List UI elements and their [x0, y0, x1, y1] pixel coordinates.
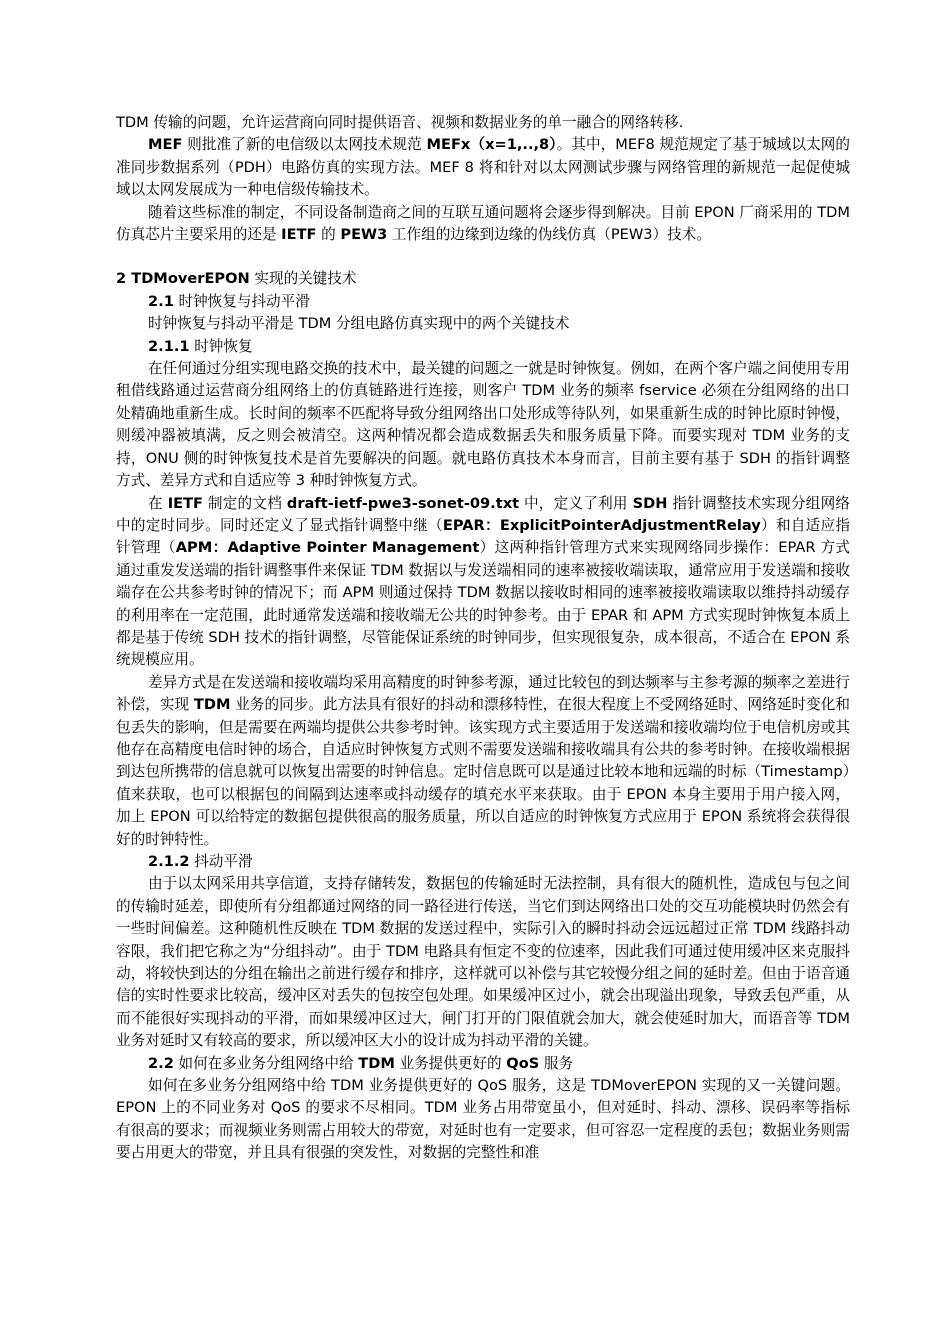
subsection-heading: 2.1 时钟恢复与抖动平滑: [148, 292, 310, 310]
paragraph: 如何在多业务分组网络中给 TDM 业务提供更好的 QoS 服务，这是 TDMoverEPON 实现的又一关键问题。EPON 上的不同业务对 QoS 的要求不尽相同。TDM 业务占用带宽虽小，但对延时、抖动、漂移、误码率等指标有很高的要求；而视频业务则需占用较大的带宽，对延时也有一定要求，但可容忍一定程度的丢包；数据业务则需要占用更大的带宽，并且具有很强的突发性，对数据的完整性和准: [116, 1077, 850, 1162]
subsection-heading: 2.2 如何在多业务分组网络中给 TDM 业务提供更好的 QoS 服务: [148, 1054, 574, 1072]
paragraph: MEF 则批准了新的电信级以太网技术规范 MEFx（x=1,..,8）。其中，MEF8 规范规定了基于城域以太网的准同步数据系列（PDH）电路仿真的实现方法。MEF 8 将和针对以太网测试步骤与网络管理的新规范一起促使城域以太网发展成为一种电信级传输技术。: [116, 136, 851, 199]
paragraph: 差异方式是在发送端和接收端均采用高精度的时钟参考源，通过比较包的到达频率与主参考源的频率之差进行补偿，实现 TDM 业务的同步。此方法具有很好的抖动和漂移特性，在很大程度上不受网络延时、网络延时变化和包丢失的影响，但是需要在两端均提供公共参考时钟。该实现方式主要适用于发送端和接收端均位于电信机房或其他存在高精度电信时钟的场合，自适应时钟恢复方式则不需要发送端和接收端具有公共的参考时钟。在接收端根据到达包所携带的信息就可以恢复出需要的时钟信息。定时信息既可以是通过比较本地和远端的时标（Timestamp）值来获取，也可以根据包的间隔到达速率或抖动缓存的填充水平来获取。由于 EPON 本身主要用于用户接入网，加上 EPON 可以给特定的数据包提供很高的服务质量，所以自适应的时钟恢复方式应用于 EPON 系统将会获得很好的时钟特性。: [116, 673, 850, 848]
subsubsection-heading: 2.1.2 抖动平滑: [148, 853, 253, 870]
paragraph: 时钟恢复与抖动平滑是 TDM 分组电路仿真实现中的两个关键技术: [148, 315, 570, 333]
paragraph: 由于以太网采用共享信道，支持存储转发，数据包的传输延时无法控制，具有很大的随机性，造成包与包之间的传输时延差，即使所有分组都通过网络的同一路径进行传送，当它们到达网络出口处的交互功能模块时仍然会有一些时间偏差。这种随机性反映在 TDM 数据的发送过程中，实际引入的瞬时抖动会远远超过正常 TDM 线路抖动容限，我们把它称之为“分组抖动”。由于 TDM 电路具有恒定不变的位速率，因此我们可通过使用缓冲区来克服抖动，将较快到达的分组在输出之前进行缓存和排序，这样就可以补偿与其它较慢分组之间的延时差。但由于语音通信的实时性要求比较高，缓冲区对丢失的包按空包处理。如果缓冲区过小，就会出现溢出现象，导致丢包严重，从而不能很好实现抖动的平滑，而如果缓冲区过大，闸门打开的门限值就会加大，就会使延时加大，而语音等 TDM 业务对延时又有较高的要求，所以缓冲区大小的设计成为抖动平滑的关键。: [116, 875, 850, 1050]
paragraph: 随着这些标准的制定，不同设备制造商之间的互联互通问题将会逐步得到解决。目前 EPON 厂商采用的 TDM 仿真芯片主要采用的还是 IETF 的 PEW3 工作组的边缘到边缘的伪线仿真（PEW3）技术。: [116, 203, 850, 244]
document-page: [116, 112, 850, 1165]
paragraph: 在 IETF 制定的文档 draft-ietf-pwe3-sonet-09.txt 中，定义了利用 SDH 指针调整技术实现分组网络中的定时同步。同时还定义了显式指针调整中继（EPAR：ExplicitPointerAdjustmentRelay）和自适应指针管理（APM：Adaptive Pointer Management）这两种指针管理方式来实现网络同步操作：EPAR 方式通过重发发送端的指针调整事件来保证 TDM 数据以与发送端相同的速率被接收端读取，通常应用于发送端和接收端存在公共参考时钟的情况下；而 APM 则通过保持 TDM 数据以接收时相同的速率被接收端读取以维持抖动缓存的利用率在一定范围，此时通常发送端和接收端无公共的时钟参考。由于 EPAR 和 APM 方式实现时钟恢复本质上都是基于传统 SDH 技术的指针调整，尽管能保证系统的时钟同步，但实现很复杂，成本很高，不适合在 EPON 系统规模应用。: [116, 494, 851, 669]
subsubsection-heading: 2.1.1 时钟恢复: [148, 337, 253, 355]
paragraph: TDM 传输的问题，允许运营商向同时提供语音、视频和数据业务的单一融合的网络转移.: [116, 114, 684, 131]
paragraph: 在任何通过分组实现电路交换的技术中，最关键的问题之一就是时钟恢复。例如，在两个客户端之间使用专用租借线路通过运营商分组网络上的仿真链路进行连接，则客户 TDM 业务的频率 fservice 必须在分组网络的出口处精确地重新生成。长时间的频率不匹配将导致分组网络出口处形成等待队列，如果重新生成的时钟比原时钟慢，则缓冲器被填满，反之则会被清空。这两种情况都会造成数据丢失和服务质量下降。而要实现对 TDM 业务的支持，ONU 侧的时钟恢复技术是首先要解决的问题。就电路仿真技术本身而言，目前主要有基于 SDH 的指针调整方式、差异方式和自适应等 3 种时钟恢复方式。: [116, 360, 850, 490]
section-heading: 2 TDMoverEPON 实现的关键技术: [116, 270, 357, 288]
